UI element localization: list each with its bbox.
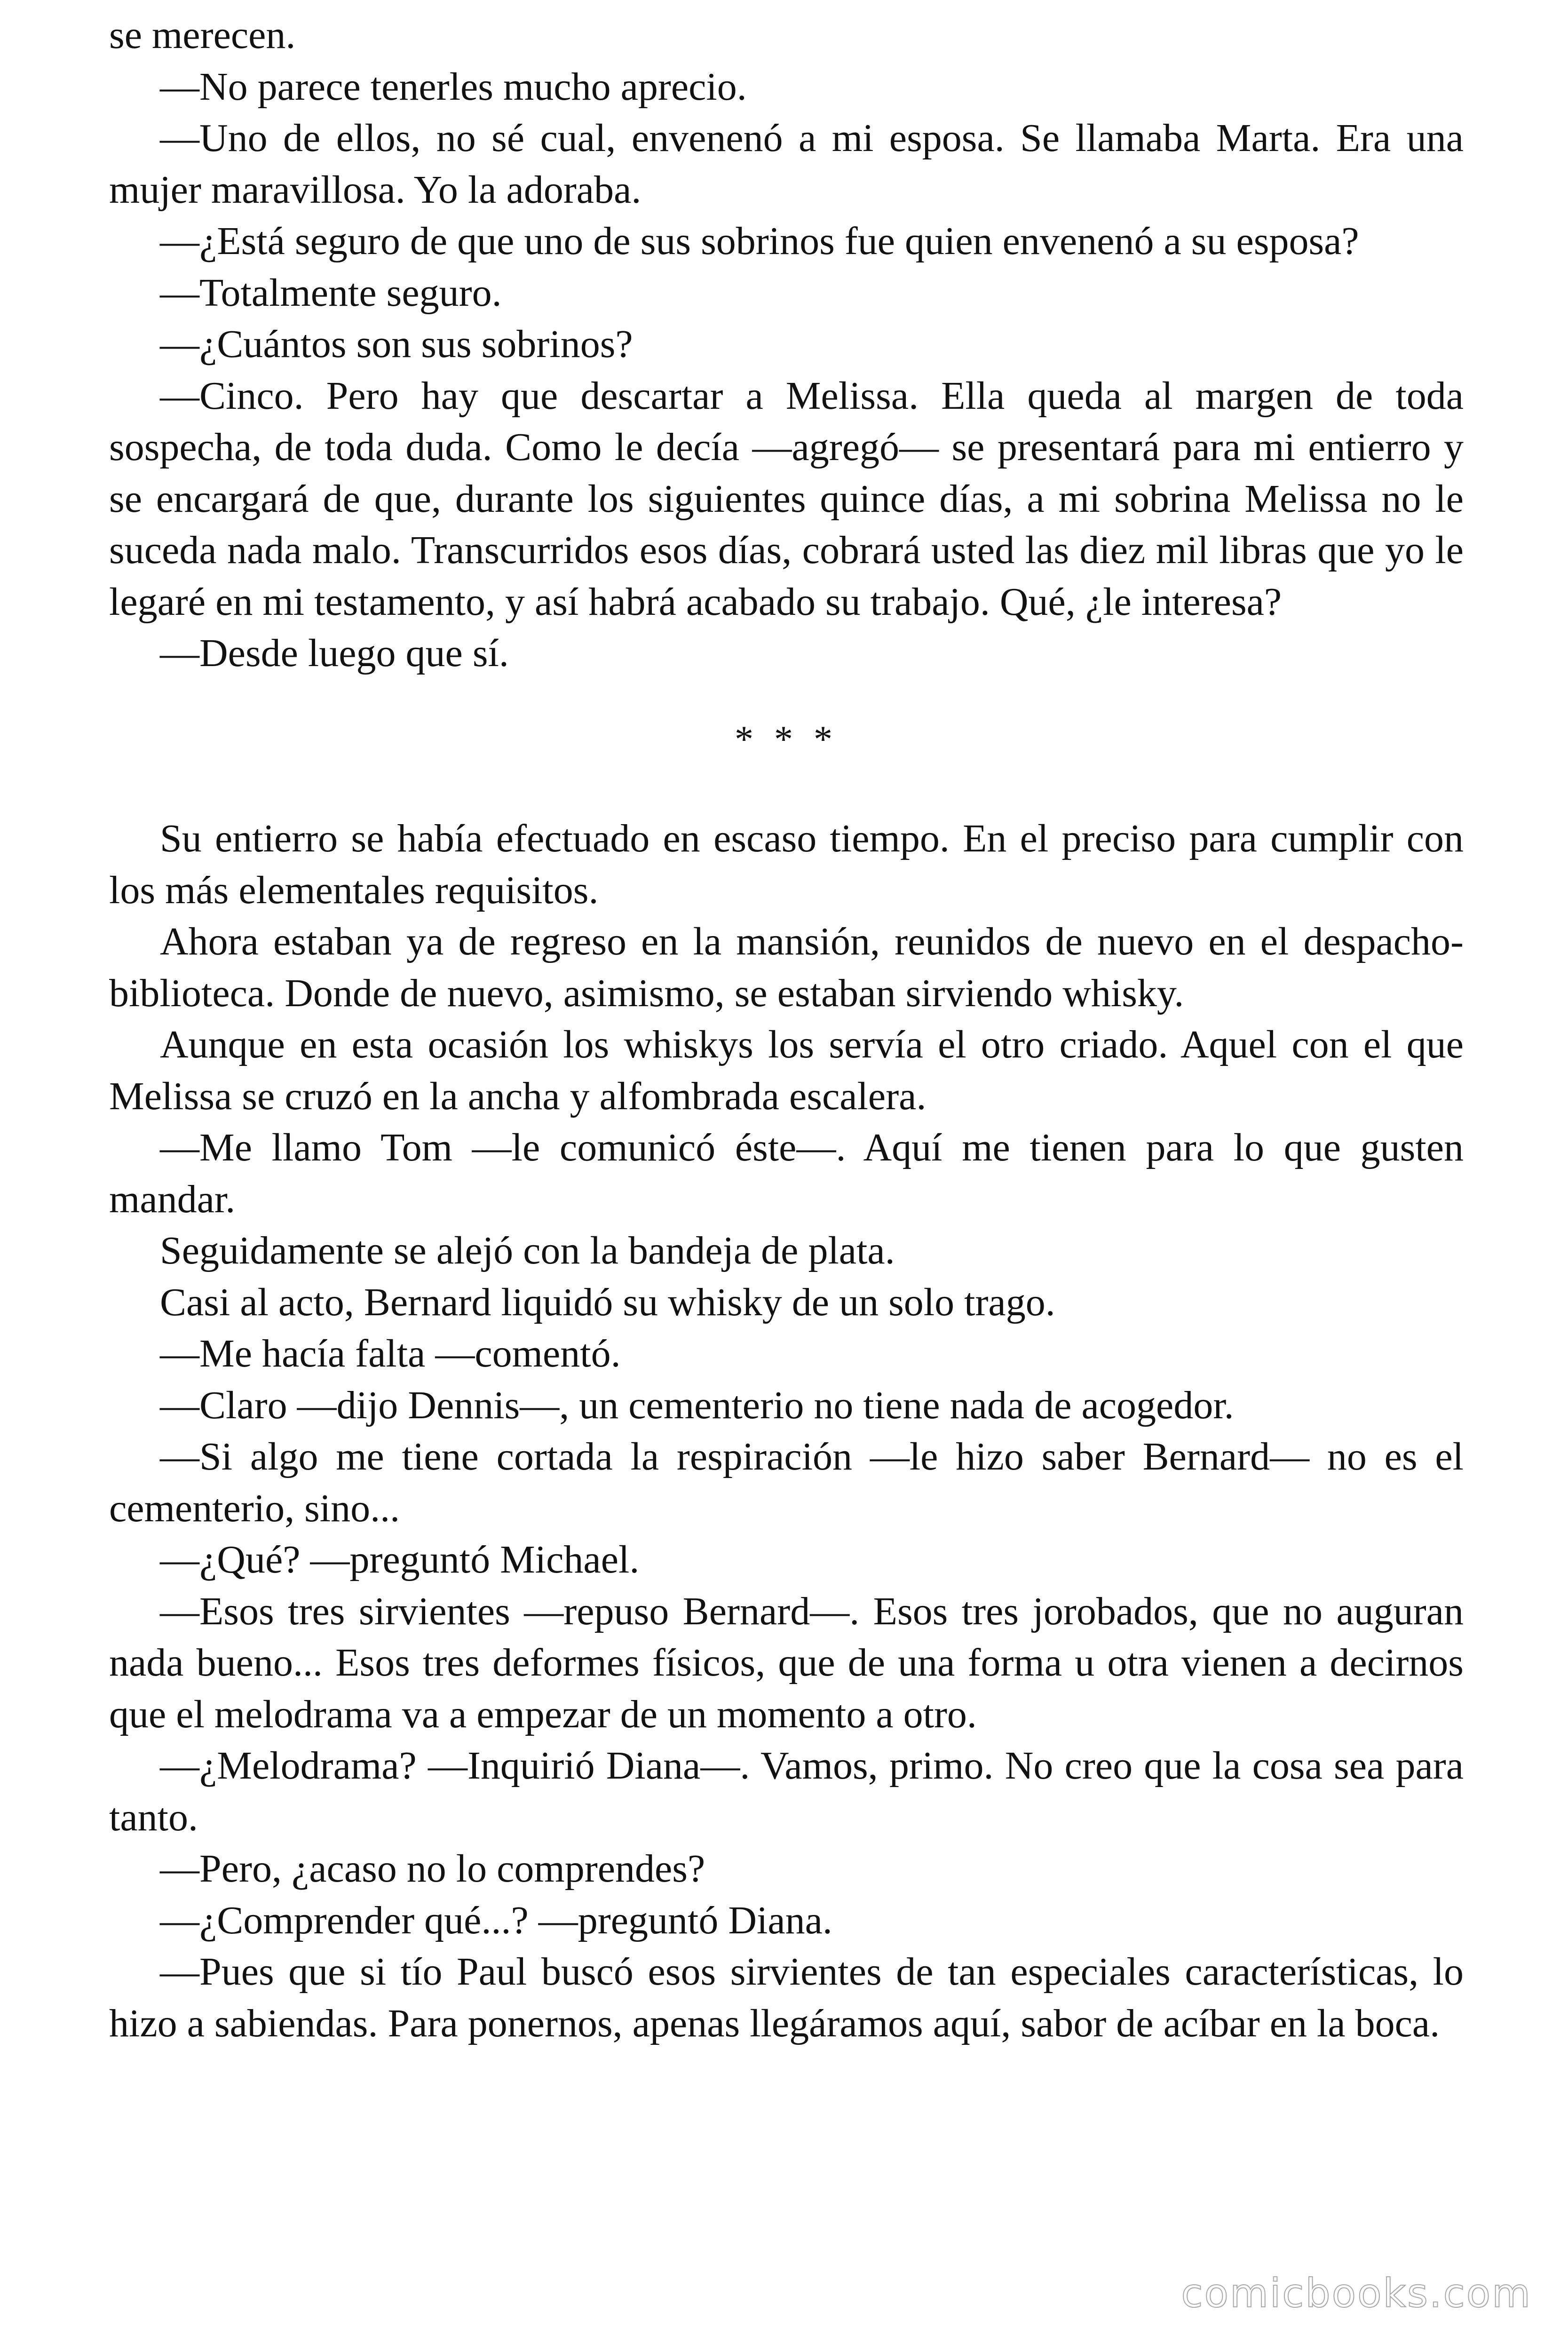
- paragraph: —Pero, ¿acaso no lo comprendes?: [160, 1847, 705, 1891]
- paragraph: —¿Cuántos son sus sobrinos?: [160, 322, 633, 366]
- book-page: [109, 9, 1464, 2049]
- paragraph: —Me llamo Tom —le comunicó éste—. Aquí me tienen para lo que gusten mandar.: [109, 1126, 1464, 1221]
- paragraph: Aunque en esta ocasión los whiskys los servía el otro criado. Aquel con el que Melissa se cruzó en la ancha y alfombrada escalera.: [109, 1023, 1464, 1118]
- paragraph: —Me hacía falta —comentó.: [160, 1332, 621, 1375]
- paragraph: —Desde luego que sí.: [160, 631, 509, 675]
- paragraph: —¿Comprender qué...? —preguntó Diana.: [160, 1898, 832, 1942]
- paragraph: —¿Melodrama? —Inquirió Diana—. Vamos, primo. No creo que la cosa sea para tanto.: [109, 1744, 1464, 1839]
- paragraph: —Si algo me tiene cortada la respiración —le hizo saber Bernard— no es el cementerio, sino...: [109, 1435, 1464, 1530]
- paragraph: —Totalmente seguro.: [160, 270, 502, 315]
- paragraph: —Esos tres sirvientes —repuso Bernard—. Esos tres jorobados, que no auguran nada bueno... Esos tres deformes físicos, que de una forma u otra vienen a decirnos que el melodrama va a empezar de un momento a otro.: [109, 1589, 1464, 1736]
- paragraph: —¿Está seguro de que uno de sus sobrinos fue quien envenenó a su esposa?: [160, 219, 1359, 263]
- section-separator: * * *: [735, 718, 838, 760]
- paragraph: —Pues que si tío Paul buscó esos sirvientes de tan especiales características, lo hizo a sabiendas. Para ponernos, apenas llegáramos aquí, sabor de acíbar en la boca.: [109, 1950, 1464, 2045]
- paragraph: Su entierro se había efectuado en escaso tiempo. En el preciso para cumplir con los más elementales requisitos.: [109, 817, 1464, 912]
- text-block-before: [109, 9, 1464, 679]
- paragraph: —Claro —dijo Dennis—, un cementerio no tiene nada de acogedor.: [160, 1383, 1234, 1427]
- paragraph: Seguidamente se alejó con la bandeja de plata.: [160, 1229, 895, 1272]
- text-block-after: [109, 813, 1464, 2049]
- paragraph: Casi al acto, Bernard liquidó su whisky de un solo trago.: [160, 1280, 1055, 1324]
- paragraph: se merecen.: [109, 13, 296, 57]
- paragraph: —Cinco. Pero hay que descartar a Melissa. Ella queda al margen de toda sospecha, de toda duda. Como le decía —agregó— se presentará para mi entierro y se encargará de que, durante los siguientes quince días, a mi sobrina Melissa no le suceda nada malo. Transcurridos esos días, cobrará usted las diez mil libras que yo le legaré en mi testamento, y así habrá acabado su trabajo. Qué, ¿le interesa?: [109, 373, 1464, 624]
- paragraph: —¿Qué? —preguntó Michael.: [160, 1538, 640, 1581]
- paragraph: —Uno de ellos, no sé cual, envenenó a mi esposa. Se llamaba Marta. Era una mujer maravillosa. Yo la adoraba.: [109, 116, 1464, 212]
- paragraph: —No parece tenerles mucho aprecio.: [160, 64, 747, 109]
- paragraph: Ahora estaban ya de regreso en la mansión, reunidos de nuevo en el despacho-biblioteca. Donde de nuevo, asimismo, se estaban sirviendo whisky.: [109, 920, 1464, 1015]
- watermark-logo: comicbooks.com: [1181, 2270, 1532, 2316]
